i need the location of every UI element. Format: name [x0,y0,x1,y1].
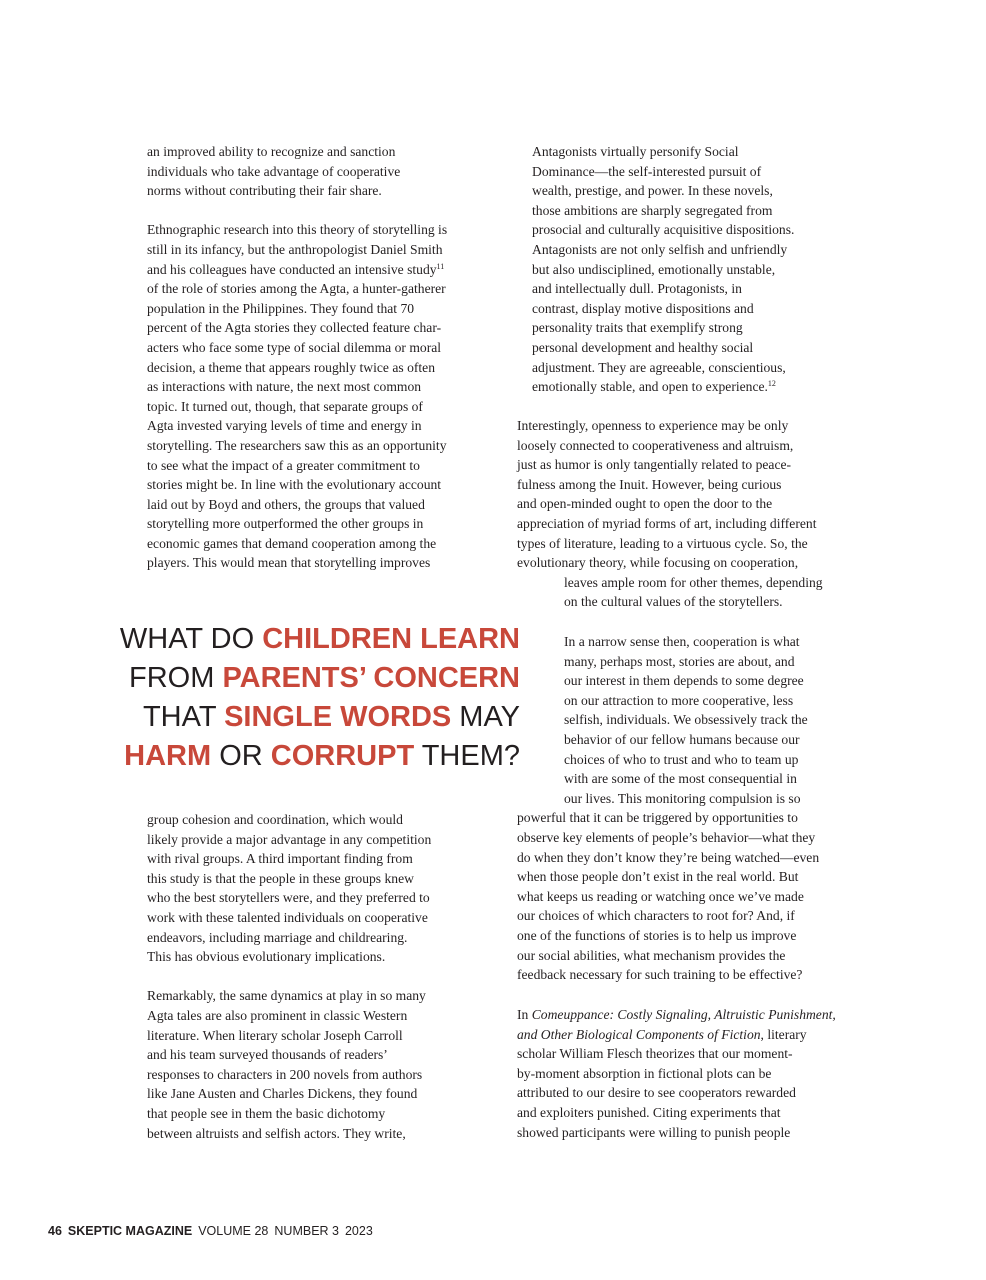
text-line [517,1025,877,1045]
text-line: as interactions with nature, the next most common [147,379,422,395]
pull-quote-word: WHAT DO [119,623,263,655]
text-line: acters who face some type of social dilemma or moral [147,339,442,355]
text-line: appreciation of myriad forms of art, including different [517,515,817,531]
text-line-part: and his colleagues have conducted an intensive study [147,261,437,277]
text-line: powerful that it can be triggered by opportunities to [517,810,798,826]
pull-quote-line [100,737,520,776]
text-line: storytelling. The researchers saw this as an opportunity [147,437,447,453]
text-line: do when they don’t know they’re being watched—even [517,849,820,865]
text-line: types of literature, leading to a virtuous cycle. So, the [517,535,808,551]
text-line: still in its infancy, but the anthropologist Daniel Smith [147,241,443,257]
text-line: observe key elements of people’s behavior—what they [517,829,816,845]
text-line: individuals who take advantage of cooperative [147,163,401,179]
text-line: and intellectually dull. Protagonists, in [532,281,742,297]
text-line: this study is that the people in these groups knew [147,870,414,886]
text-line: In a narrow sense then, cooperation is what [564,634,800,649]
text-line: personality traits that exemplify strong [532,320,743,336]
pull-quote-word: THEM? [414,740,520,772]
text-line: decision, a theme that appears roughly twice as often [147,359,436,375]
text-line: what keeps us reading or watching once we’ve made [517,888,804,904]
text-line: who the best storytellers were, and they preferred to [147,890,430,906]
text-line: our lives. This monitoring compulsion is so [564,790,801,806]
text-line: literature. When literary scholar Joseph Carroll [147,1027,403,1043]
text-line: topic. It turned out, though, that separate groups of [147,398,423,414]
text-line: wealth, prestige, and power. In these novels, [532,183,773,199]
text-line: showed participants were willing to punish people [517,1124,791,1140]
text-line: Interestingly, openness to experience may be only [517,418,789,433]
text-line: contrast, display motive dispositions and [532,300,754,316]
text-line: fulness among the Inuit. However, being curious [517,476,782,492]
text-line: an improved ability to recognize and sanction [147,144,396,159]
text-line: laid out by Boyd and others, the groups that valued [147,496,425,512]
pull-quote-word: OR [211,740,271,772]
left-column-bottom [147,810,507,1143]
text-line: population in the Philippines. They found that 70 [147,300,415,316]
text-line: on the cultural values of the storytellers. [564,594,783,610]
issue-number: NUMBER 3 [274,1224,339,1238]
text-line: on our attraction to more cooperative, less [564,692,794,708]
text-line: many, perhaps most, stories are about, and [564,653,795,669]
year: 2023 [344,1224,373,1238]
paragraph-continued [147,142,507,201]
text-line: selfish, individuals. We obsessively track the [564,712,808,728]
magazine-name: SKEPTIC MAGAZINE [67,1224,193,1238]
pull-quote-word: MAY [451,701,520,733]
text-line: Agta tales are also prominent in classic Western [147,1007,408,1023]
paragraph-group-cohesion [147,810,507,967]
text-line: Dominance—the self-interested pursuit of [532,163,762,179]
footnote-marker: 11 [436,261,445,271]
pull-quote-line [100,620,520,659]
text-line [517,1005,877,1025]
pull-quote-line [100,698,520,737]
volume: VOLUME 28 [198,1224,269,1238]
text-line: by-moment absorption in fictional plots can be [517,1065,772,1081]
pull-quote-word: FROM [129,662,223,694]
text-line: loosely connected to cooperativeness and altruism, [517,437,794,453]
text-line: prosocial and culturally acquisitive dispositions. [532,222,795,238]
text-line: and his team surveyed thousands of readers’ [147,1047,388,1063]
text-line: norms without contributing their fair share. [147,183,382,199]
footnote-marker: 12 [767,379,776,389]
text-line: but also undisciplined, emotionally unstable, [532,261,776,277]
text-line-part: , literary [760,1026,807,1042]
text-line: leaves ample room for other themes, depending [564,574,823,590]
page-number: 46 [48,1224,62,1238]
paragraph-ethnographic [147,220,507,573]
text-line: those ambitions are sharply segregated from [532,202,773,218]
text-line: Antagonists are not only selfish and unfriendly [532,241,788,257]
left-column-top [147,142,507,573]
text-line: of the role of stories among the Agta, a hunter-gatherer [147,281,446,297]
text-line: This has obvious evolutionary implications. [147,949,386,965]
text-line: scholar William Flesch theorizes that our moment- [517,1046,793,1062]
text-line: storytelling more outperformed the other groups in [147,516,424,532]
paragraph-remarkably [147,986,507,1143]
text-line: economic games that demand cooperation among the [147,535,437,551]
text-line: choices of who to trust and who to team up [564,751,799,767]
text-line: our interest in them depends to some degree [564,673,804,689]
pull-quote-highlight: PARENTS’ CONCERN [222,662,520,694]
text-line: Ethnographic research into this theory of storytelling is [147,222,448,238]
text-line: feedback necessary for such training to be effective? [517,967,803,983]
text-line: personal development and healthy social [532,339,754,355]
text-line: Antagonists virtually personify Social [532,144,739,159]
page-footer [48,1224,373,1238]
text-line: our choices of which characters to root for? And, if [517,908,795,924]
text-line: behavior of our fellow humans because our [564,731,800,747]
text-line: stories might be. In line with the evolutionary account [147,477,442,493]
text-line: work with these talented individuals on cooperative [147,909,428,925]
text-line: endeavors, including marriage and childrearing. [147,929,408,945]
text-line-part: emotionally stable, and open to experience. [532,379,768,395]
text-line: like Jane Austen and Charles Dickens, they found [147,1086,418,1102]
block-quote [532,142,832,397]
text-line: our social abilities, what mechanism provides the [517,947,786,963]
book-title: and Other Biological Components of Fiction [517,1026,761,1042]
text-line: one of the functions of stories is to help us improve [517,927,797,943]
text-line: evolutionary theory, while focusing on cooperation, [517,555,799,571]
pull-quote-line [100,659,520,698]
text-line: and open-minded ought to open the door to the [517,496,773,512]
text-line: with rival groups. A third important finding from [147,851,413,867]
text-line: group cohesion and coordination, which would [147,812,403,827]
text-line: Remarkably, the same dynamics at play in so many [147,988,426,1004]
text-line: and exploiters punished. Citing experiments that [517,1104,781,1120]
text-line: when those people don’t exist in the real world. But [517,869,799,885]
text-line: with are some of the most consequential in [564,771,797,787]
text-line-part: In [517,1007,532,1022]
text-line: to see what the impact of a greater commitment to [147,457,420,473]
paragraph-openness [517,416,877,612]
pull-quote-highlight: CORRUPT [270,740,415,772]
text-line [147,260,507,280]
text-line: adjustment. They are agreeable, conscientious, [532,359,786,375]
paragraph-narrow-sense [517,632,877,985]
text-line: Agta invested varying levels of time and energy in [147,418,422,434]
text-line: responses to characters in 200 novels from authors [147,1066,423,1082]
text-line: just as humor is only tangentially related to peace- [517,457,792,473]
text-line [532,377,832,397]
text-line: likely provide a major advantage in any competition [147,831,432,847]
pull-quote-word: THAT [142,701,225,733]
text-line: between altruists and selfish actors. They write, [147,1125,406,1141]
text-line: players. This would mean that storytelling improves [147,555,431,571]
text-line: that people see in them the basic dichotomy [147,1105,386,1121]
pull-quote-highlight: SINGLE WORDS [224,701,452,733]
book-title: Comeuppance: Costly Signaling, Altruistic Punishment, [531,1007,836,1022]
text-line: percent of the Agta stories they collected feature char- [147,320,442,336]
pull-quote [100,620,520,776]
pull-quote-highlight: HARM [124,740,212,772]
pull-quote-highlight: CHILDREN LEARN [262,623,520,655]
paragraph-comeuppance [517,1005,877,1142]
text-line: attributed to our desire to see cooperators rewarded [517,1085,796,1101]
